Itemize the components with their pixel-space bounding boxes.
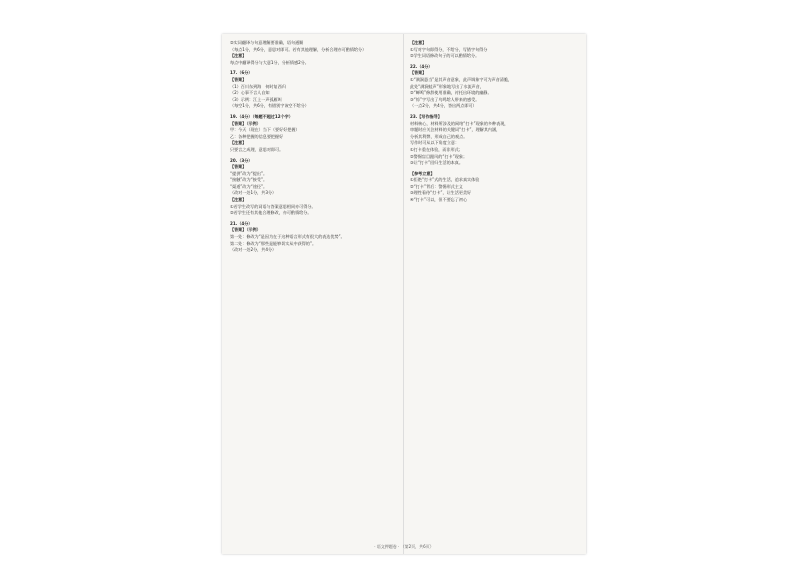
text-line: （2）心事不言人自知 — [230, 90, 270, 96]
text-line: 【注意】 — [230, 197, 247, 203]
text-line: 【答案】（示例） — [230, 227, 261, 233]
text-line: 分析其利弊，形成自己的观点。 — [410, 133, 468, 139]
text-line: 23.【写作指导】 — [410, 113, 442, 119]
text-line: （一点2分，共4分，答出两点即可） — [410, 103, 477, 109]
text-line: ③让“打卡”回归生活的本真。 — [410, 160, 463, 166]
text-line: ②实词翻译与句意理解要准确，语句通顺 — [230, 40, 304, 45]
text-line: （1）百川东到海 何时复西归 — [230, 83, 286, 89]
text-line: 22.（4分） — [410, 63, 433, 69]
text-line: ①“满涧悬当”是其声音意象，此声调象字可为声音清脆， — [410, 76, 513, 82]
text-line: 19.（4分）（每题不超过12个字） — [230, 113, 293, 119]
text-line: “提供”改为“提出”。 — [230, 170, 268, 176]
text-line: ②“蝉鸣”修辞使用准确，衬托出环境的幽静。 — [410, 90, 492, 96]
right-column — [410, 40, 578, 204]
text-line: （改对一处1分，共3分） — [230, 190, 277, 196]
text-line: ③“惊”字写出了鸟鸣给人带来的感受。 — [410, 96, 480, 102]
text-line: （3）示例：江上一声孤雁叫 — [230, 96, 282, 102]
left-column — [230, 40, 398, 254]
text-line: 【参考立意】 — [410, 170, 435, 176]
text-line: ②警惕盲目跟风的“打卡”现象； — [410, 153, 468, 159]
page-footer: · 语文押题卷 · （第2页，共6页） — [374, 544, 434, 549]
text-line: 20.（3分） — [230, 157, 253, 163]
text-line: “渠道”改为“途径”。 — [230, 183, 268, 189]
text-line: 【注意】 — [230, 53, 247, 59]
text-line: （每点1分，共6分，意思对即可。若有其他理解，分析合理亦可酌情给分） — [230, 46, 367, 52]
text-line: 【答案】（示例） — [230, 120, 261, 126]
text-line: “接触”改为“接受”。 — [230, 177, 268, 183]
text-line: ①若学生改写的词语与答案意思相同亦可得分。 — [230, 203, 316, 209]
text-line: ③理性看待“打卡”，让生活更美好 — [410, 190, 472, 196]
text-line: ①打卡重在体验，而非形式； — [410, 146, 463, 152]
text-line: 【注意】 — [410, 40, 427, 45]
text-line: 此处“满涧蛙声”形象地写出了水流声音， — [410, 83, 484, 89]
text-line: 审题时应关注材料的关键词“打卡”，理解其内涵， — [410, 127, 501, 133]
text-line: ④“打卡”可以，但不要忘了初心 — [410, 197, 468, 203]
text-line: 材料核心，材料所涉及的网络“打卡”现象的多种表现， — [410, 120, 509, 126]
text-line: （每空1分，共6分，有错别字该空不给分） — [230, 103, 309, 109]
text-line: 第二处：修改为“那些是能够切实从中获得的”。 — [230, 240, 317, 246]
text-line: 甲：今天（现在）当下（要好好把握） — [230, 127, 300, 133]
text-line: 17.（6分） — [230, 70, 253, 76]
text-line: ②若学生还有其他合理修改，亦可酌情给分。 — [230, 210, 312, 216]
text-line: 每点中翻译得分与大意1分，分析情感2分。 — [230, 59, 309, 65]
text-line: 【答案】 — [230, 76, 247, 82]
text-line: 21.（4分） — [230, 220, 253, 226]
text-line: 乙：各种把握的信息要把握好 — [230, 133, 284, 139]
text-line: ①拒绝“打卡”式的生活，追求真实体验 — [410, 177, 480, 183]
text-line: 写作时可从以下角度立意： — [410, 140, 460, 146]
text-line: 【答案】 — [410, 70, 427, 76]
column-divider — [403, 34, 404, 554]
text-line: 【注意】 — [230, 140, 247, 146]
text-line: ②“打卡”背后：警惕形式主义 — [410, 183, 463, 189]
answer-sheet-page — [222, 34, 586, 554]
text-line: 只要言之成理，意思对即可。 — [230, 146, 284, 152]
text-line: ②学生词语修改句子的可以酌情给分。 — [410, 53, 480, 59]
text-line: （改对一处2分，共4分） — [230, 247, 277, 253]
text-line: 第一处：修改为“是因为在于这种语言形式有很大的表达优势”。 — [230, 234, 345, 240]
text-line: 【答案】 — [230, 164, 247, 170]
text-line: ①写对字句即得分，不给分，写错字句得分 — [410, 46, 488, 52]
